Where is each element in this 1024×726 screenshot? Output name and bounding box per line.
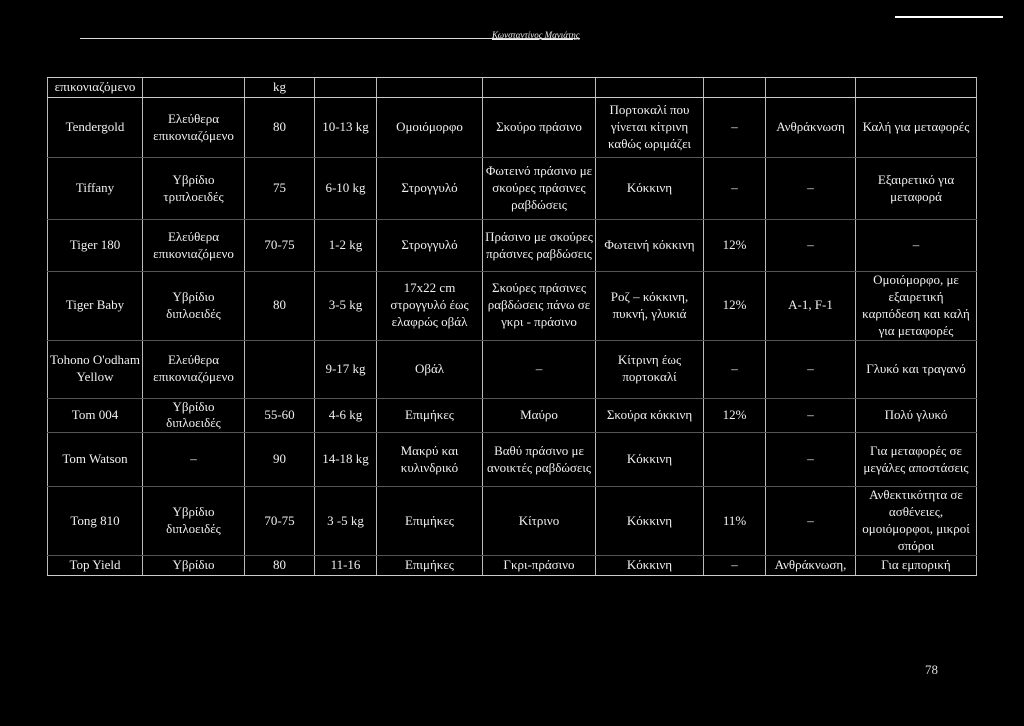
cell-days: 75 xyxy=(245,158,315,220)
table-row xyxy=(48,398,977,433)
cell-resistance: – xyxy=(766,487,856,556)
cell-cultivar: Tong 810 xyxy=(48,487,143,556)
cell-rind: Μαύρο xyxy=(483,398,596,433)
cell-days: 80 xyxy=(245,272,315,341)
cell-cultivar: Tiger 180 xyxy=(48,220,143,272)
cell-top-days: kg xyxy=(245,78,315,98)
cell-shape: 17x22 cm στρογγυλό έως ελαφρώς οβάλ xyxy=(377,272,483,341)
cell-cultivar: Top Yield xyxy=(48,555,143,575)
cell-shape: Στρογγυλό xyxy=(377,158,483,220)
cell-flesh: Φωτεινή κόκκινη xyxy=(596,220,704,272)
cell-rind: Κίτρινο xyxy=(483,487,596,556)
cell-notes: Για εμπορική xyxy=(856,555,977,575)
header-rule-right xyxy=(895,16,1003,18)
cell-resistance: – xyxy=(766,158,856,220)
cell-weight: 11-16 xyxy=(315,555,377,575)
cell-flesh: Κόκκινη xyxy=(596,433,704,487)
cell-top-shape xyxy=(377,78,483,98)
cell-flesh: Κόκκινη xyxy=(596,158,704,220)
cell-resistance: Ανθράκνωση, xyxy=(766,555,856,575)
cell-notes: Ανθεκτικότητα σε ασθένειες, ομοιόμορφοι, μικροί σπόροι xyxy=(856,487,977,556)
cell-shape: Στρογγυλό xyxy=(377,220,483,272)
table-row xyxy=(48,487,977,556)
cell-rind: Σκούρες πράσινες ραβδώσεις πάνω σε γκρι - πράσινο xyxy=(483,272,596,341)
cell-sugar: – xyxy=(704,555,766,575)
cell-rind: Φωτεινό πράσινο με σκούρες πράσινες ραβδώσεις xyxy=(483,158,596,220)
page-number: 78 xyxy=(925,662,938,677)
cell-flesh: Κόκκινη xyxy=(596,487,704,556)
cell-days: 70-75 xyxy=(245,220,315,272)
cultivar-table xyxy=(47,77,977,576)
table-row xyxy=(48,433,977,487)
cell-sugar: 12% xyxy=(704,272,766,341)
cell-rind: – xyxy=(483,340,596,398)
cell-notes: Πολύ γλυκό xyxy=(856,398,977,433)
cell-weight: 3 -5 kg xyxy=(315,487,377,556)
cell-resistance: – xyxy=(766,433,856,487)
cell-top-weight xyxy=(315,78,377,98)
cell-type: Ελεύθερα επικονιαζόμενο xyxy=(143,98,245,158)
cell-flesh: Σκούρα κόκκινη xyxy=(596,398,704,433)
cell-flesh: Πορτοκαλί που γίνεται κίτρινη καθώς ωριμάζει xyxy=(596,98,704,158)
cell-notes: Για μεταφορές σε μεγάλες αποστάσεις xyxy=(856,433,977,487)
cell-type: Υβρίδιο τριπλοειδές xyxy=(143,158,245,220)
cell-sugar: 12% xyxy=(704,220,766,272)
cell-cultivar: Tom Watson xyxy=(48,433,143,487)
header-author: Κωνσταντίνος Μανιάτης xyxy=(492,30,580,40)
cell-notes: Εξαιρετικό για μεταφορά xyxy=(856,158,977,220)
cell-rind: Γκρι-πράσινο xyxy=(483,555,596,575)
cell-shape: Ομοιόμορφο xyxy=(377,98,483,158)
cell-rind: Σκούρο πράσινο xyxy=(483,98,596,158)
cell-days: 80 xyxy=(245,98,315,158)
cell-top-notes xyxy=(856,78,977,98)
cell-notes: – xyxy=(856,220,977,272)
cell-shape: Μακρύ και κυλινδρικό xyxy=(377,433,483,487)
cell-type: Ελεύθερα επικονιαζόμενο xyxy=(143,220,245,272)
table-row xyxy=(48,272,977,341)
cell-weight: 3-5 kg xyxy=(315,272,377,341)
cell-weight: 10-13 kg xyxy=(315,98,377,158)
cell-notes: Ομοιόμορφο, με εξαιρετική καρπόδεση και καλή για μεταφορές xyxy=(856,272,977,341)
cell-sugar: 12% xyxy=(704,398,766,433)
cell-notes: Γλυκό και τραγανό xyxy=(856,340,977,398)
cell-flesh: Κίτρινη έως πορτοκαλί xyxy=(596,340,704,398)
cell-type: – xyxy=(143,433,245,487)
cell-type: Υβρίδιο διπλοειδές xyxy=(143,272,245,341)
table-row-top xyxy=(48,78,977,98)
table-row xyxy=(48,340,977,398)
cell-days: 55-60 xyxy=(245,398,315,433)
table-row xyxy=(48,555,977,575)
cell-top-type xyxy=(143,78,245,98)
cell-top-cultivar: επικονιαζόμενο xyxy=(48,78,143,98)
cell-top-sugar xyxy=(704,78,766,98)
cell-top-resistance xyxy=(766,78,856,98)
cell-sugar: – xyxy=(704,340,766,398)
cell-rind: Βαθύ πράσινο με ανοικτές ραβδώσεις xyxy=(483,433,596,487)
table-row xyxy=(48,98,977,158)
cell-resistance: – xyxy=(766,398,856,433)
cell-flesh: Ροζ – κόκκινη, πυκνή, γλυκιά xyxy=(596,272,704,341)
cell-weight: 1-2 kg xyxy=(315,220,377,272)
cell-shape: Επιμήκες xyxy=(377,398,483,433)
cell-top-rind xyxy=(483,78,596,98)
cell-sugar: 11% xyxy=(704,487,766,556)
cell-days: 80 xyxy=(245,555,315,575)
cell-cultivar: Tiger Baby xyxy=(48,272,143,341)
cell-days xyxy=(245,340,315,398)
cell-cultivar: Tiffany xyxy=(48,158,143,220)
cell-weight: 6-10 kg xyxy=(315,158,377,220)
cell-sugar xyxy=(704,433,766,487)
cell-resistance: – xyxy=(766,220,856,272)
cell-notes: Καλή για μεταφορές xyxy=(856,98,977,158)
cell-shape: Οβάλ xyxy=(377,340,483,398)
cell-weight: 4-6 kg xyxy=(315,398,377,433)
cell-days: 90 xyxy=(245,433,315,487)
cell-rind: Πράσινο με σκούρες πράσινες ραβδώσεις xyxy=(483,220,596,272)
cell-days: 70-75 xyxy=(245,487,315,556)
cell-resistance: A-1, F-1 xyxy=(766,272,856,341)
cell-cultivar: Tendergold xyxy=(48,98,143,158)
cell-shape: Επιμήκες xyxy=(377,487,483,556)
cell-resistance: Ανθράκνωση xyxy=(766,98,856,158)
cell-sugar: – xyxy=(704,158,766,220)
cell-shape: Επιμήκες xyxy=(377,555,483,575)
cell-resistance: – xyxy=(766,340,856,398)
cell-cultivar: Tom 004 xyxy=(48,398,143,433)
table-row xyxy=(48,158,977,220)
cell-cultivar: Tohono O'odham Yellow xyxy=(48,340,143,398)
cell-type: Υβρίδιο xyxy=(143,555,245,575)
cell-sugar: – xyxy=(704,98,766,158)
cell-weight: 9-17 kg xyxy=(315,340,377,398)
cell-type: Υβρίδιο διπλοειδές xyxy=(143,487,245,556)
cell-type: Ελεύθερα επικονιαζόμενο xyxy=(143,340,245,398)
cell-flesh: Κόκκινη xyxy=(596,555,704,575)
cell-top-flesh xyxy=(596,78,704,98)
cell-weight: 14-18 kg xyxy=(315,433,377,487)
table-row xyxy=(48,220,977,272)
cell-type: Υβρίδιο διπλοειδές xyxy=(143,398,245,433)
